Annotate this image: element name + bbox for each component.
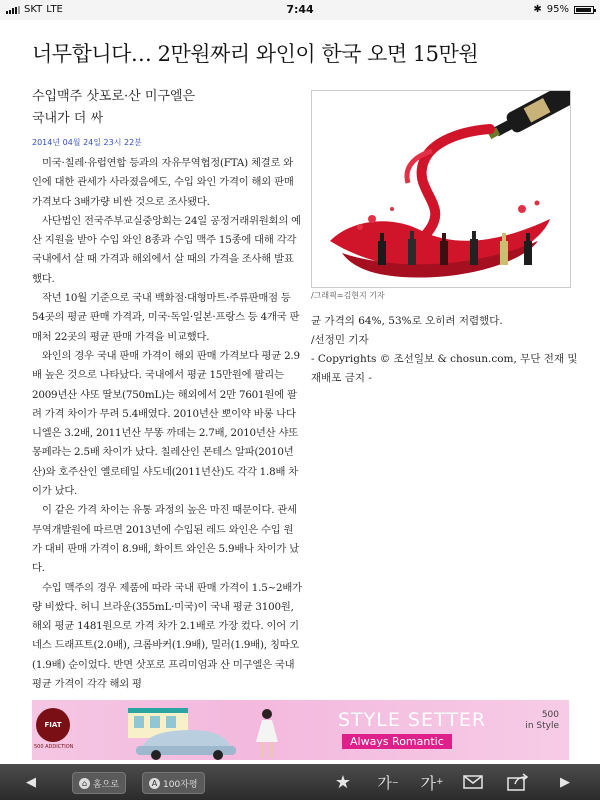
favorite-star-icon[interactable]: ★ (334, 771, 352, 793)
home-label: 홈으로 (93, 779, 120, 790)
network-label: LTE (46, 4, 63, 15)
article-paragraph: 미국·칠레·유럽연합 등과의 자유무역협정(FTA) 체결로 와인에 대한 관세가 사라졌음에도, 수입 와인 가격이 해외 판매 가격보다 3배가량 비싼 것으로 조사됐다. (32, 157, 294, 208)
status-right (533, 4, 594, 15)
ad-tagline: Always Romantic (342, 734, 452, 749)
reporter-byline: /선정민 기자 (311, 334, 369, 346)
home-icon: ⌂ (79, 778, 90, 789)
comments-icon: A (149, 778, 160, 789)
article-headline: 너무합니다… 2만원짜리 와인이 한국 오면 15만원 (32, 42, 479, 66)
article-continued (311, 312, 581, 388)
comments-button[interactable] (142, 772, 205, 794)
mail-icon[interactable] (462, 773, 484, 791)
font-increase-button[interactable]: 가 + (418, 770, 446, 794)
back-arrow-icon[interactable]: ◀ (26, 774, 36, 790)
article-subhead (32, 86, 292, 130)
bottom-toolbar (0, 764, 600, 800)
article-paragraph: 사단법인 전국주부교실중앙회는 24일 공정거래위원회의 예산 지원을 받아 수입 와인 8종과 수입 맥주 15종에 대해 각각 국내에서 살 때 가격과 해외에서 살 때의 가격을 조사해 발표했다. (32, 214, 301, 285)
font-decrease-label: 가 (377, 773, 392, 792)
ad-slogan: STYLE SETTER (338, 709, 487, 731)
font-increase-label: 가 (420, 773, 436, 793)
article-paragraph: 작년 10월 기준으로 국내 백화점·대형마트·주류판매점 등 54곳의 평균 판매 가격과, 미국·독일·일본·프랑스 등 4개국 판매처 22곳의 평균 판매 가격을 비교했다. (32, 292, 300, 343)
share-icon[interactable] (506, 772, 530, 792)
wine-pour-illustration (312, 91, 570, 287)
status-bar (0, 0, 600, 20)
fiat-sub-label: 500 ADDICTION (34, 744, 74, 750)
forward-arrow-icon[interactable]: ▶ (560, 774, 570, 790)
comments-label: 100자평 (163, 779, 198, 790)
figure-caption: /그래픽=김현지 기자 (311, 291, 385, 300)
continued-paragraph: 균 가격의 64%, 53%로 오히려 저렴했다. (311, 315, 503, 327)
home-button[interactable] (72, 772, 126, 794)
copyright-notice: - Copyrights © 조선일보 & chosun.com, 무단 전재 및 재배포 금지 - (311, 353, 578, 384)
subhead-line-1: 수입맥주 삿포로·산 미구엘은 (32, 89, 196, 104)
ad-badge (525, 710, 559, 732)
article-paragraph: 와인의 경우 국내 판매 가격이 해외 판매 가격보다 평균 2.9배 높은 것으로 나타났다. 국내에서 평균 15만원에 팔리는 2009년산 샤또 딸보(750mL)는 해외에서 2만 7601원에 팔려 가격 차이가 무려 5.4배였다. 2010년산 뽀이약 바롱 나다니엘은 3.2배, 2011년산 무똥 까데는 2.7배, 2010년산 샤또 몽페라는 2.5배 차이가 났다. 칠레산인 몬테스 알파(2010년산)와 호주산인 옐로테일 샤도네(2011년산)도 각각 1.8배 차이가 났다. (32, 349, 300, 498)
wine-bottle-icon (484, 91, 570, 145)
carrier-label: SKT (24, 4, 43, 15)
article-figure[interactable] (311, 90, 571, 288)
article-dateline: 2014년 04월 24일 23시 22분 (32, 138, 142, 147)
fiat-ad-banner[interactable] (32, 700, 569, 760)
ad-illustration (32, 700, 569, 760)
battery-percent: 95% (546, 4, 569, 15)
battery-icon (574, 6, 594, 14)
article-body (32, 154, 302, 694)
status-time: 7:44 (286, 3, 314, 16)
article-paragraph: 수입 맥주의 경우 제품에 따라 국내 판매 가격이 1.5~2배가량 비쌌다. 허니 브라운(355mL·미국)이 국내 평균 3100원, 해외 평균 1481원으로 가격 차가 2.1배로 가장 컸다. 이어 기네스 드래프트(2.0배), 크롬바커(1.9배), 밀러(1.9배), 칭따오(1.9배) 순이었다. 반면 삿포로 프리미엄과 산 미구엘은 국내 평균 가격이 각각 해외 평 (32, 581, 302, 691)
article-paragraph: 이 같은 가격 차이는 유통 과정의 높은 마진 때문이다. 관세무역개발원에 따르면 2013년에 수입된 레드 와인은 수입 원가 대비 판매 가격이 8.9배, 화이트 와인은 5.9배나 차이가 났다. (32, 504, 299, 575)
ad-badge-top: 500 (541, 710, 559, 720)
fiat-logo: FIAT (36, 708, 70, 742)
font-decrease-button[interactable]: 가 − (377, 773, 399, 792)
subhead-line-2: 국내가 더 싸 (32, 111, 104, 126)
bluetooth-icon: ✱ (533, 4, 542, 15)
ad-badge-bottom: in Style (525, 721, 559, 731)
